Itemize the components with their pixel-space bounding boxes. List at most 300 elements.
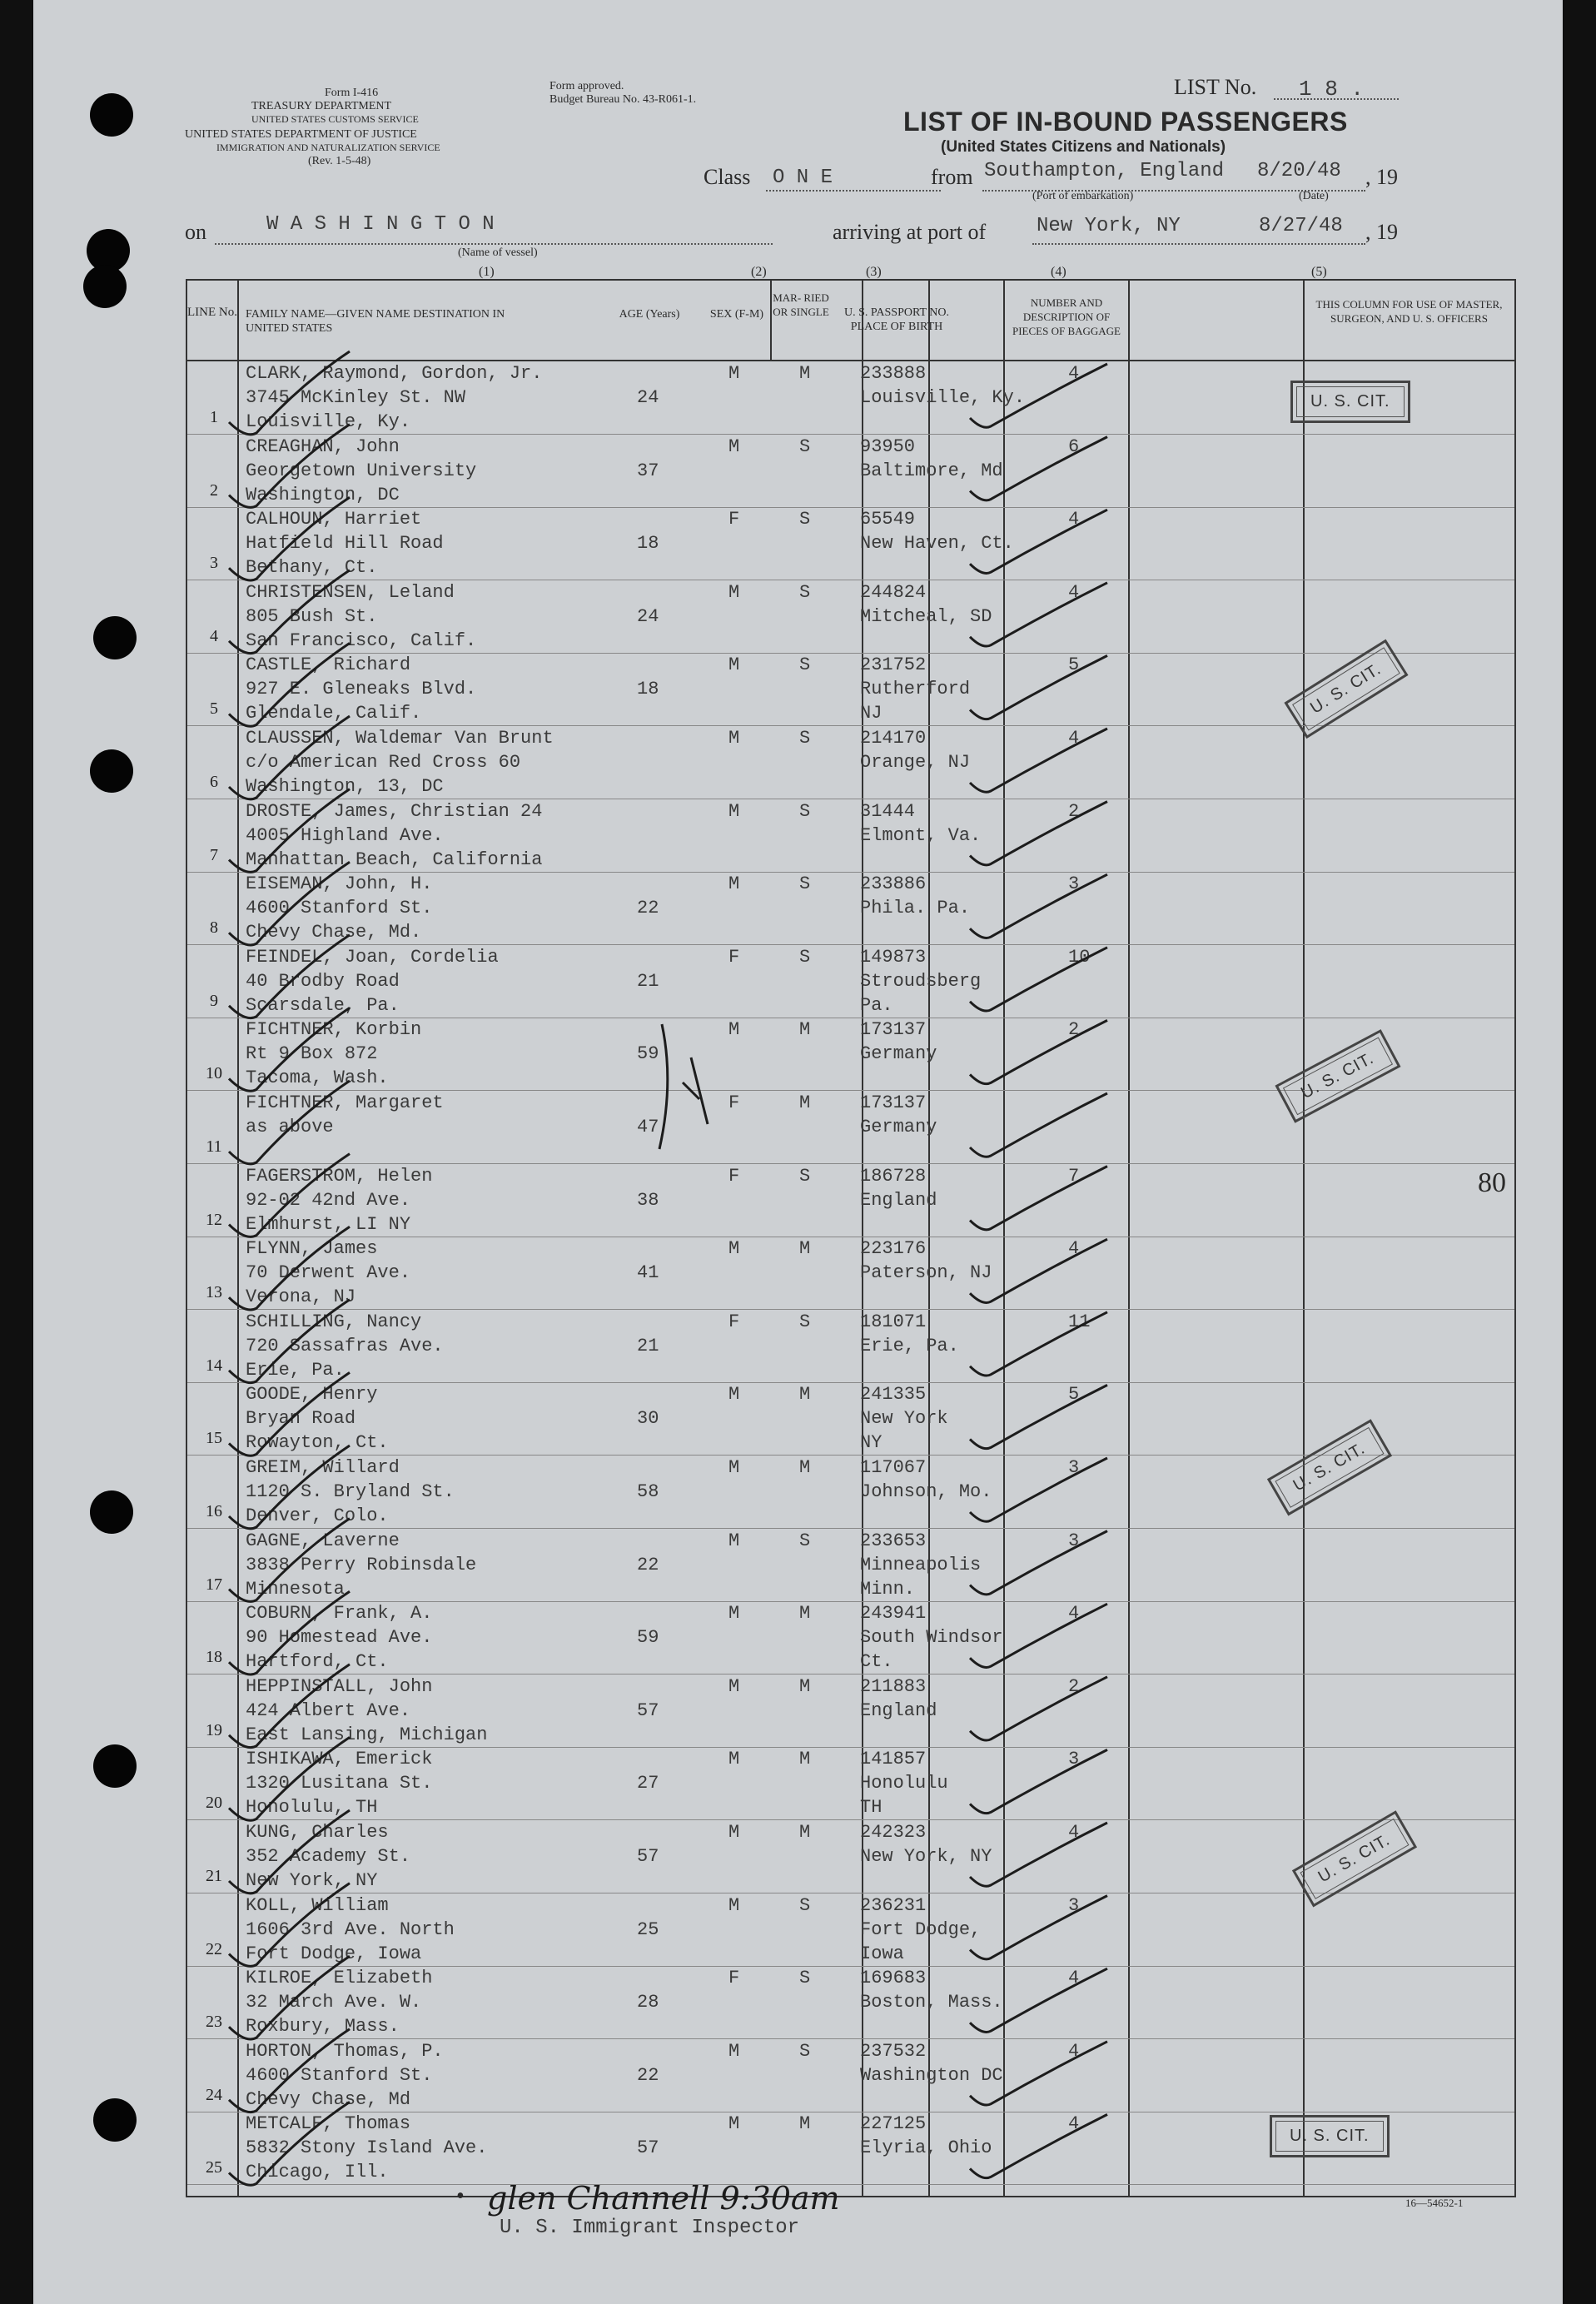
line-number: 21 bbox=[206, 1867, 222, 1885]
justice-dept: UNITED STATES DEPARTMENT OF JUSTICE bbox=[185, 128, 417, 141]
place-of-birth: Louisville, Ky. bbox=[860, 387, 1026, 408]
us-cit-stamp: U. S. CIT. bbox=[1275, 1029, 1400, 1122]
marital-status: M bbox=[799, 1238, 811, 1260]
passenger-name: HEPPINSTALL, John bbox=[246, 1675, 433, 1697]
list-no-label: LIST No. bbox=[1174, 75, 1257, 99]
destination-city: Hartford, Ct. bbox=[246, 1651, 389, 1673]
destination-city: Glendale, Calif. bbox=[246, 703, 422, 724]
destination-city: East Lansing, Michigan bbox=[246, 1724, 488, 1745]
destination-city: Bethany, Ct. bbox=[246, 557, 378, 579]
passenger-name: KOLL, William bbox=[246, 1894, 389, 1916]
passenger-sex: M bbox=[728, 1749, 740, 1770]
line-number: 19 bbox=[206, 1720, 222, 1739]
passenger-name: CREAGHAN, John bbox=[246, 435, 400, 457]
year-prefix-2: , 19 bbox=[1365, 220, 1398, 244]
destination-city: Scarsdale, Pa. bbox=[246, 994, 400, 1016]
place-of-birth-2: Minn. bbox=[860, 1578, 916, 1600]
passenger-age: 37 bbox=[637, 460, 659, 481]
destination-city: Washington, 13, DC bbox=[246, 776, 444, 797]
marital-status: S bbox=[799, 1894, 811, 1916]
destination-street: 4005 Highland Ave. bbox=[246, 824, 444, 846]
passenger-sex: F bbox=[728, 1092, 740, 1113]
passenger-sex: M bbox=[728, 654, 740, 676]
destination-street: 352 Academy St. bbox=[246, 1846, 411, 1867]
passport-number: 243941 bbox=[860, 1603, 927, 1625]
destination-street: 32 March Ave. W. bbox=[246, 1992, 422, 2013]
passenger-age: 24 bbox=[637, 387, 659, 408]
marital-status: M bbox=[799, 1384, 811, 1406]
marital-status: M bbox=[799, 1822, 811, 1843]
passenger-sex: F bbox=[728, 509, 740, 530]
baggage-count: 4 bbox=[1068, 509, 1080, 530]
col-passport-header: U. S. PASSPORT NO. PLACE OF BIRTH bbox=[844, 306, 949, 333]
passenger-name: CASTLE, Richard bbox=[246, 654, 411, 676]
passenger-sex: M bbox=[728, 873, 740, 895]
destination-street: 1120 S. Bryland St. bbox=[246, 1481, 455, 1502]
line-number: 2 bbox=[210, 480, 218, 500]
passenger-age: 22 bbox=[637, 1554, 659, 1575]
table-row bbox=[187, 1164, 1514, 1237]
passport-number: 233886 bbox=[860, 873, 927, 895]
place-of-birth-2: NY bbox=[860, 1432, 883, 1454]
baggage-count: 10 bbox=[1068, 946, 1091, 968]
passport-number: 65549 bbox=[860, 509, 916, 530]
ins-service: IMMIGRATION AND NATURALIZATION SERVICE bbox=[216, 142, 440, 153]
line-number: 10 bbox=[206, 1064, 222, 1083]
col-sex-header: SEX (F-M) bbox=[709, 308, 764, 321]
passenger-table bbox=[186, 279, 1516, 2197]
passenger-sex: F bbox=[728, 946, 740, 968]
col-married-header: MAR- RIED OR SINGLE bbox=[773, 291, 829, 318]
destination-street: Georgetown University bbox=[246, 460, 477, 481]
line-number: 5 bbox=[210, 699, 218, 719]
budget-bureau: Budget Bureau No. 43-R061-1. bbox=[549, 93, 697, 106]
passenger-name: SCHILLING, Nancy bbox=[246, 1311, 422, 1332]
destination-city: Chevy Chase, Md. bbox=[246, 922, 422, 943]
table-row bbox=[187, 580, 1514, 654]
col-num-4: (4) bbox=[1051, 265, 1066, 279]
passenger-sex: M bbox=[728, 728, 740, 749]
place-of-birth: Mitcheal, SD bbox=[860, 605, 992, 627]
date-caption: (Date) bbox=[1299, 190, 1329, 202]
marital-status: S bbox=[799, 873, 811, 895]
passenger-name: FLYNN, James bbox=[246, 1238, 378, 1260]
line-number: 6 bbox=[210, 773, 218, 791]
passenger-age: 41 bbox=[637, 1262, 659, 1284]
place-of-birth: Honolulu bbox=[860, 1773, 948, 1794]
side-page-number: 80 bbox=[1478, 1167, 1506, 1198]
place-of-birth: Elyria, Ohio bbox=[860, 2137, 992, 2159]
table-row bbox=[187, 507, 1514, 580]
col-line-header: LINE No. bbox=[187, 306, 237, 319]
destination-city: Rowayton, Ct. bbox=[246, 1432, 389, 1454]
passenger-sex: F bbox=[728, 1311, 740, 1332]
place-of-birth: Washington DC bbox=[860, 2064, 1003, 2086]
us-cit-stamp: U. S. CIT. bbox=[1284, 639, 1408, 739]
inspector-label: U. S. Immigrant Inspector bbox=[500, 2217, 800, 2239]
table-row bbox=[187, 1601, 1514, 1675]
passenger-age: 18 bbox=[637, 533, 659, 555]
destination-street: 40 Brodby Road bbox=[246, 970, 400, 992]
baggage-count: 2 bbox=[1068, 1675, 1080, 1697]
passenger-name: FICHTNER, Korbin bbox=[246, 1019, 422, 1041]
binder-hole bbox=[93, 2098, 137, 2142]
arrival-port: New York, NY bbox=[1037, 215, 1181, 237]
class-label: Class bbox=[704, 165, 751, 189]
passenger-age: 21 bbox=[637, 1335, 659, 1356]
passenger-age: 25 bbox=[637, 1918, 659, 1940]
place-of-birth-2: NJ bbox=[860, 703, 883, 724]
line-number: 8 bbox=[210, 918, 218, 938]
binder-hole bbox=[90, 93, 133, 137]
place-of-birth: Germany bbox=[860, 1117, 937, 1137]
col-num-1: (1) bbox=[479, 265, 495, 279]
table-row bbox=[187, 945, 1514, 1018]
passenger-sex: M bbox=[728, 1603, 740, 1625]
destination-city: Elmhurst, LI NY bbox=[246, 1213, 411, 1235]
arriving-label: arriving at port of bbox=[833, 220, 987, 244]
place-of-birth: Phila. Pa. bbox=[860, 898, 971, 919]
passenger-name: METCALF, Thomas bbox=[246, 2113, 411, 2135]
destination-street: 4600 Stanford St. bbox=[246, 898, 433, 919]
destination-street: 5832 Stony Island Ave. bbox=[246, 2137, 488, 2159]
on-label: on bbox=[185, 220, 206, 244]
table-row bbox=[187, 1237, 1514, 1310]
passport-number: 241335 bbox=[860, 1384, 927, 1406]
destination-city: San Francisco, Calif. bbox=[246, 629, 477, 651]
passenger-age: 22 bbox=[637, 898, 659, 919]
passenger-sex: F bbox=[728, 1165, 740, 1187]
destination-street: 4600 Stanford St. bbox=[246, 2064, 433, 2086]
baggage-count: 6 bbox=[1068, 435, 1080, 457]
col-num-5: (5) bbox=[1311, 265, 1327, 279]
baggage-count: 4 bbox=[1068, 581, 1080, 603]
passenger-sex: M bbox=[728, 1238, 740, 1260]
marital-status: M bbox=[799, 1749, 811, 1770]
passenger-age: 59 bbox=[637, 1043, 659, 1065]
us-cit-stamp: U. S. CIT. bbox=[1270, 2115, 1390, 2157]
destination-city: Minnesota bbox=[246, 1578, 345, 1600]
passenger-sex: M bbox=[728, 363, 740, 384]
place-of-birth: Paterson, NJ bbox=[860, 1262, 992, 1284]
passenger-name: FAGERSTROM, Helen bbox=[246, 1165, 433, 1187]
destination-street: 70 Derwent Ave. bbox=[246, 1262, 411, 1284]
marital-status: S bbox=[799, 1968, 811, 1989]
passenger-sex: M bbox=[728, 1457, 740, 1478]
destination-street: 424 Albert Ave. bbox=[246, 1699, 411, 1721]
marital-status: S bbox=[799, 800, 811, 822]
baggage-count: 4 bbox=[1068, 2113, 1080, 2135]
arrival-date: 8/27/48 bbox=[1259, 215, 1343, 237]
place-of-birth: South Windsor bbox=[860, 1627, 1003, 1649]
destination-city: Fort Dodge, Iowa bbox=[246, 1943, 422, 1964]
passenger-age: 57 bbox=[637, 1846, 659, 1867]
passport-number: 31444 bbox=[860, 800, 916, 822]
passenger-sex: M bbox=[728, 1530, 740, 1551]
table-row bbox=[187, 1310, 1514, 1383]
table-row bbox=[187, 1747, 1514, 1820]
passenger-name: KUNG, Charles bbox=[246, 1822, 389, 1843]
binder-hole bbox=[90, 749, 133, 793]
passenger-age: 18 bbox=[637, 679, 659, 700]
destination-city: Verona, NJ bbox=[246, 1286, 356, 1308]
passenger-age: 38 bbox=[637, 1189, 659, 1211]
place-of-birth-2: TH bbox=[860, 1797, 883, 1819]
vessel-name: W A S H I N G T O N bbox=[266, 213, 495, 236]
table-row bbox=[187, 1675, 1514, 1748]
destination-street: 1320 Lusitana St. bbox=[246, 1773, 433, 1794]
table-row bbox=[187, 872, 1514, 945]
line-number: 20 bbox=[206, 1794, 222, 1813]
table-row bbox=[187, 435, 1514, 508]
col-name-header: FAMILY NAME—GIVEN NAME DESTINATION IN UNITED STATES bbox=[246, 308, 505, 335]
line-number: 7 bbox=[210, 845, 218, 864]
page-title: LIST OF IN-BOUND PASSENGERS bbox=[903, 107, 1348, 137]
us-cit-stamp: U. S. CIT. bbox=[1267, 1420, 1392, 1516]
marital-status: S bbox=[799, 1165, 811, 1187]
destination-street: 3745 McKinley St. NW bbox=[246, 387, 466, 408]
baggage-count: 5 bbox=[1068, 654, 1080, 676]
passenger-name: CLARK, Raymond, Gordon, Jr. bbox=[246, 363, 543, 384]
passport-number: 173137 bbox=[860, 1019, 927, 1041]
baggage-count: 4 bbox=[1068, 1603, 1080, 1625]
passenger-name: FEINDEL, Joan, Cordelia bbox=[246, 946, 499, 968]
passenger-sex: F bbox=[728, 1968, 740, 1989]
marital-status: S bbox=[799, 2040, 811, 2062]
place-of-birth: Orange, NJ bbox=[860, 752, 971, 773]
line-number: 11 bbox=[206, 1137, 222, 1156]
passenger-name: KILROE, Elizabeth bbox=[246, 1968, 433, 1989]
form-approved: Form approved. bbox=[549, 80, 624, 92]
passenger-name: EISEMAN, John, H. bbox=[246, 873, 433, 895]
marital-status: M bbox=[799, 1675, 811, 1697]
baggage-count: 4 bbox=[1068, 2040, 1080, 2062]
place-of-birth: Johnson, Mo. bbox=[860, 1481, 992, 1502]
baggage-count: 11 bbox=[1068, 1311, 1091, 1332]
marital-status: S bbox=[799, 509, 811, 530]
passenger-age: 28 bbox=[637, 1992, 659, 2013]
passenger-name: HORTON, Thomas, P. bbox=[246, 2040, 444, 2062]
passenger-age: 59 bbox=[637, 1627, 659, 1649]
marital-status: S bbox=[799, 946, 811, 968]
destination-street: 3838 Perry Robinsdale bbox=[246, 1554, 477, 1575]
destination-city: Erie, Pa. bbox=[246, 1359, 345, 1381]
baggage-count: 3 bbox=[1068, 1530, 1080, 1551]
destination-city: Washington, DC bbox=[246, 484, 400, 505]
year-prefix-1: , 19 bbox=[1365, 165, 1398, 189]
passport-number: 173137 bbox=[860, 1092, 927, 1113]
baggage-count: 3 bbox=[1068, 873, 1080, 895]
col-age-header: AGE (Years) bbox=[619, 308, 680, 321]
us-cit-stamp: U. S. CIT. bbox=[1290, 381, 1410, 423]
baggage-count: 3 bbox=[1068, 1894, 1080, 1916]
passenger-name: DROSTE, James, Christian 24 bbox=[246, 800, 543, 822]
line-number: 1 bbox=[210, 408, 218, 426]
marital-status: M bbox=[799, 363, 811, 384]
place-of-birth-2: Pa. bbox=[860, 994, 893, 1016]
destination-street: 90 Homestead Ave. bbox=[246, 1627, 433, 1649]
table-row bbox=[187, 2039, 1514, 2112]
baggage-count: 4 bbox=[1068, 1238, 1080, 1260]
passport-number: 233888 bbox=[860, 363, 927, 384]
baggage-count: 4 bbox=[1068, 1968, 1080, 1989]
destination-city: Honolulu, TH bbox=[246, 1797, 378, 1819]
place-of-birth: New York bbox=[860, 1408, 948, 1430]
binder-hole bbox=[83, 265, 127, 308]
destination-city: Louisville, Ky. bbox=[246, 411, 411, 432]
passport-number: 231752 bbox=[860, 654, 927, 676]
col-baggage-header: NUMBER AND DESCRIPTION OF PIECES OF BAGGAGE bbox=[1012, 296, 1121, 337]
passport-number: 242323 bbox=[860, 1822, 927, 1843]
destination-street: Hatfield Hill Road bbox=[246, 533, 444, 555]
passport-number: 93950 bbox=[860, 435, 916, 457]
line-number: 15 bbox=[206, 1429, 222, 1448]
baggage-count: 4 bbox=[1068, 1822, 1080, 1843]
destination-city: New York, NY bbox=[246, 1870, 378, 1891]
place-of-birth: Elmont, Va. bbox=[860, 824, 982, 846]
passport-number: 244824 bbox=[860, 581, 927, 603]
table-row bbox=[187, 799, 1514, 873]
marital-status: S bbox=[799, 728, 811, 749]
customs-service: UNITED STATES CUSTOMS SERVICE bbox=[251, 113, 419, 125]
line-number: 25 bbox=[206, 2158, 222, 2177]
vessel-caption: (Name of vessel) bbox=[458, 246, 538, 259]
passenger-age: 57 bbox=[637, 1699, 659, 1721]
passenger-name: COBURN, Frank, A. bbox=[246, 1603, 433, 1625]
destination-street: c/o American Red Cross 60 bbox=[246, 752, 521, 773]
marital-status: M bbox=[799, 1092, 811, 1113]
line-number: 23 bbox=[206, 2013, 222, 2032]
binder-hole bbox=[90, 1490, 133, 1534]
passport-number: 223176 bbox=[860, 1238, 927, 1260]
treasury-dept: TREASURY DEPARTMENT bbox=[251, 100, 392, 112]
passport-number: 214170 bbox=[860, 728, 927, 749]
destination-city: Manhattan Beach, California bbox=[246, 848, 543, 870]
baggage-count: 4 bbox=[1068, 363, 1080, 384]
passenger-age: 57 bbox=[637, 2137, 659, 2159]
passport-number: 117067 bbox=[860, 1457, 927, 1478]
table-row bbox=[187, 726, 1514, 799]
place-of-birth: Germany bbox=[860, 1043, 937, 1065]
passenger-name: GREIM, Willard bbox=[246, 1457, 400, 1478]
passport-number: 181071 bbox=[860, 1311, 927, 1332]
marital-status: M bbox=[799, 1603, 811, 1625]
passport-number: 237532 bbox=[860, 2040, 927, 2062]
place-of-birth-2: Ct. bbox=[860, 1651, 893, 1673]
place-of-birth: Baltimore, Md bbox=[860, 460, 1003, 481]
port-embark-caption: (Port of embarkation) bbox=[1032, 190, 1134, 202]
place-of-birth: Fort Dodge, bbox=[860, 1918, 982, 1940]
destination-city: Roxbury, Mass. bbox=[246, 2016, 400, 2038]
destination-street: 720 Sassafras Ave. bbox=[246, 1335, 444, 1356]
embarkation-date: 8/20/48 bbox=[1257, 160, 1341, 182]
place-of-birth: England bbox=[860, 1189, 937, 1211]
passport-number: 227125 bbox=[860, 2113, 927, 2135]
destination-street: 927 E. Gleneaks Blvd. bbox=[246, 679, 477, 700]
passenger-sex: M bbox=[728, 2113, 740, 2135]
passport-number: 236231 bbox=[860, 1894, 927, 1916]
destination-city: Denver, Colo. bbox=[246, 1505, 389, 1526]
baggage-count: 3 bbox=[1068, 1749, 1080, 1770]
line-number: 12 bbox=[206, 1210, 222, 1229]
passenger-sex: M bbox=[728, 581, 740, 603]
passenger-age: 27 bbox=[637, 1773, 659, 1794]
passenger-sex: M bbox=[728, 800, 740, 822]
passenger-sex: M bbox=[728, 1822, 740, 1843]
passport-number: 141857 bbox=[860, 1749, 927, 1770]
passenger-name: CLAUSSEN, Waldemar Van Brunt bbox=[246, 728, 554, 749]
baggage-count: 4 bbox=[1068, 728, 1080, 749]
passenger-sex: M bbox=[728, 2040, 740, 2062]
line-number: 14 bbox=[206, 1356, 222, 1375]
place-of-birth: Erie, Pa. bbox=[860, 1335, 959, 1356]
destination-city: Chicago, Ill. bbox=[246, 2162, 389, 2183]
from-label: from bbox=[931, 165, 973, 189]
form-revision: (Rev. 1-5-48) bbox=[308, 155, 371, 167]
table-row bbox=[187, 1382, 1514, 1456]
marital-status: M bbox=[799, 1457, 811, 1478]
destination-city: Chevy Chase, Md bbox=[246, 2088, 411, 2110]
line-number: 17 bbox=[206, 1575, 222, 1594]
passenger-sex: M bbox=[728, 1019, 740, 1041]
table-row bbox=[187, 1966, 1514, 2039]
passenger-name: FICHTNER, Margaret bbox=[246, 1092, 444, 1113]
destination-street: 805 Bush St. bbox=[246, 605, 378, 627]
place-of-birth: New York, NY bbox=[860, 1846, 992, 1867]
binder-hole bbox=[93, 616, 137, 659]
col-num-3: (3) bbox=[866, 265, 882, 279]
destination-street: 92-02 42nd Ave. bbox=[246, 1189, 411, 1211]
line-number: 3 bbox=[210, 554, 218, 573]
passenger-age: 30 bbox=[637, 1408, 659, 1430]
passport-number: 149873 bbox=[860, 946, 927, 968]
passport-number: 186728 bbox=[860, 1165, 927, 1187]
col-officers-header: THIS COLUMN FOR USE OF MASTER, SURGEON, AND U. S. OFFICERS bbox=[1315, 298, 1503, 325]
passenger-age: 47 bbox=[637, 1117, 659, 1137]
baggage-count: 7 bbox=[1068, 1165, 1080, 1187]
passport-number: 233653 bbox=[860, 1530, 927, 1551]
marital-status: S bbox=[799, 654, 811, 676]
passenger-sex: M bbox=[728, 1675, 740, 1697]
footer-code: 16—54652-1 bbox=[1405, 2197, 1464, 2209]
col-num-2: (2) bbox=[751, 265, 767, 279]
binder-hole bbox=[93, 1744, 137, 1788]
line-number: 24 bbox=[206, 2085, 222, 2104]
passenger-name: GAGNE, Laverne bbox=[246, 1530, 400, 1551]
passenger-age: 21 bbox=[637, 970, 659, 992]
marital-status: S bbox=[799, 1530, 811, 1551]
marital-status: M bbox=[799, 1019, 811, 1041]
marital-status: S bbox=[799, 1311, 811, 1332]
place-of-birth: Rutherford bbox=[860, 679, 971, 700]
line-number: 22 bbox=[206, 1939, 222, 1958]
place-of-birth-2: Iowa bbox=[860, 1943, 904, 1964]
passport-number: 211883 bbox=[860, 1675, 927, 1697]
passenger-sex: M bbox=[728, 1384, 740, 1406]
us-cit-stamp: U. S. CIT. bbox=[1292, 1811, 1417, 1908]
line-number: 4 bbox=[210, 626, 218, 645]
embarkation-port: Southampton, England bbox=[984, 160, 1225, 182]
baggage-count: 2 bbox=[1068, 1019, 1080, 1041]
line-number: 18 bbox=[206, 1648, 222, 1667]
manifest-sheet: Form I-416 TREASURY DEPARTMENT UNITED STATES CUSTOMS SERVICE UNITED STATES DEPARTMENT OF JUSTICE IMMIGRATION AND NATURALIZATION SERVICE (Rev. 1-5-48) Form approved. Budget Bureau No. 43-R061-1. LIST No. 1 8 . LIST OF IN-BOUND PASSENGERS (United States Citizens and Nationals) Class O N E from Southampton, England 8/20/48 , 19 (Port of embarkation) (Date) on W A S H I N G T O N (Name of vessel) arriving at port of New York, NY 8/27/48 , 19 (1) (2) (3) (4) (5) LINE No. FAMILY NAME—GIVEN NAME DESTINATION IN UNITED STATES AGE (Years) SEX (F-M) MAR- RIED OR SINGLE U. S. PASSPORT NO. PLACE OF BIRTH NUMBER AND DESCRIPTION OF PIECES OF BAGGAGE THIS COLUMN FOR USE OF MASTER, SURGEON, AND U. S. OFFICERS 1 CLARK, Raymond, Gordon, Jr. 3745 McKinley St. NW Louisville, Ky. 24 M M 233888 Louisville, Ky. 4 2 CREAGHAN, John Georgetown University Washington, DC 37 M S 93950 Baltimore, Md 6 3 CALHOUN, Harriet Hatfield Hill Road Bethany, Ct. 18 F S 65549 New Haven, Ct. 4 4 CHRISTENSEN, Leland 805 Bush St. San Francisco, Calif. 24 M S 244824 Mitcheal, SD 4 5 CASTLE, Richard 927 E. Gleneaks Blvd. Glendale, Calif. 18 M S 231752 Rutherford NJ 5 6 CLAUSSEN, Waldemar Van Brunt c/o American Red Cross 60 Washington, 13, DC M S 214170 Orange, NJ 4 7 DROSTE, James, Christian 24 4005 Highland Ave. Manhattan Beach, California M S 31444 Elmont, Va. 2 8 EISEMAN, John, H. 4600 Stanford St. Chevy Chase, Md. 22 M S 233886 Phila. Pa. 3 9 FEINDEL, Joan, Cordelia 40 Brodby Road Scarsdale, Pa. 21 F S 149873 Stroudsberg Pa. 10 10 FICHTNER, Korbin Rt 9 Box 872 Tacoma, Wash. 59 M M 173137 Germany 2 11 FICHTNER, Margaret as above 47 F M 173137 Germany 12 FAGERSTROM, Helen 92-02 42nd Ave. Elmhurst, LI NY 38 F S 186728 England 7 13 FLYNN, James 70 Derwent Ave. Verona, NJ 41 M M 223176 Paterson, NJ 4 14 SCHILLING, Nancy 720 Sassafras Ave. Erie, Pa. 21 F S 181071 Erie, Pa. 11 15 GOODE, Henry Bryan Road Rowayton, Ct. 30 M M 241335 New York NY 5 16 GREIM, Willard 1120 S. Bryland St. Denver, Colo. 58 M M 117067 Johnson, Mo. 3 17 GAGNE, Laverne 3838 Perry Robinsdale Minnesota 22 M S 233653 Minneapolis Minn. 3 18 COBURN, Frank, A. 90 Homestead Ave. Hartford, Ct. 59 M M 243941 South Windsor Ct. 4 19 HEPPINSTALL, John 424 Albert Ave. East Lansing, Michigan 57 M M 211883 England 2 20 ISHIKAWA, Emerick 1320 Lusitana St. Honolulu, TH 27 M M 141857 Honolulu TH 3 21 KUNG, Charles 352 Academy St. New York, NY 57 M M 242323 New York, NY 4 22 KOLL, William 1606 3rd Ave. North Fort Dodge, Iowa 25 M S 236231 Fort Dodge, Iowa 3 23 KILROE, Elizabeth 32 March Ave. W. Roxbury, Mass. 28 F S 169683 Boston, Mass. 4 24 HORTON, Thomas, P. 4600 Stanford St. Chevy Chase, Md 22 M S 237532 Washington DC 4 25 METCALF, Thomas 5832 Stony Island Ave. Chicago, Ill. 57 M M 227125 Elyria, Ohio 4 U. S. CIT. U. S. CIT. U. S. CIT. U. S. CIT. U. S. CIT. U. S. CIT. 80 16—54652-1 glen Channell 9:30am U. S. Immigrant Inspector • bbox=[33, 0, 1563, 2304]
passenger-name: GOODE, Henry bbox=[246, 1384, 378, 1406]
class-value: O N E bbox=[773, 167, 833, 189]
inspector-signature: glen Channell 9:30am bbox=[487, 2180, 840, 2217]
passenger-age: 22 bbox=[637, 2064, 659, 2086]
place-of-birth: Stroudsberg bbox=[860, 970, 982, 992]
line-number: 13 bbox=[206, 1283, 222, 1302]
